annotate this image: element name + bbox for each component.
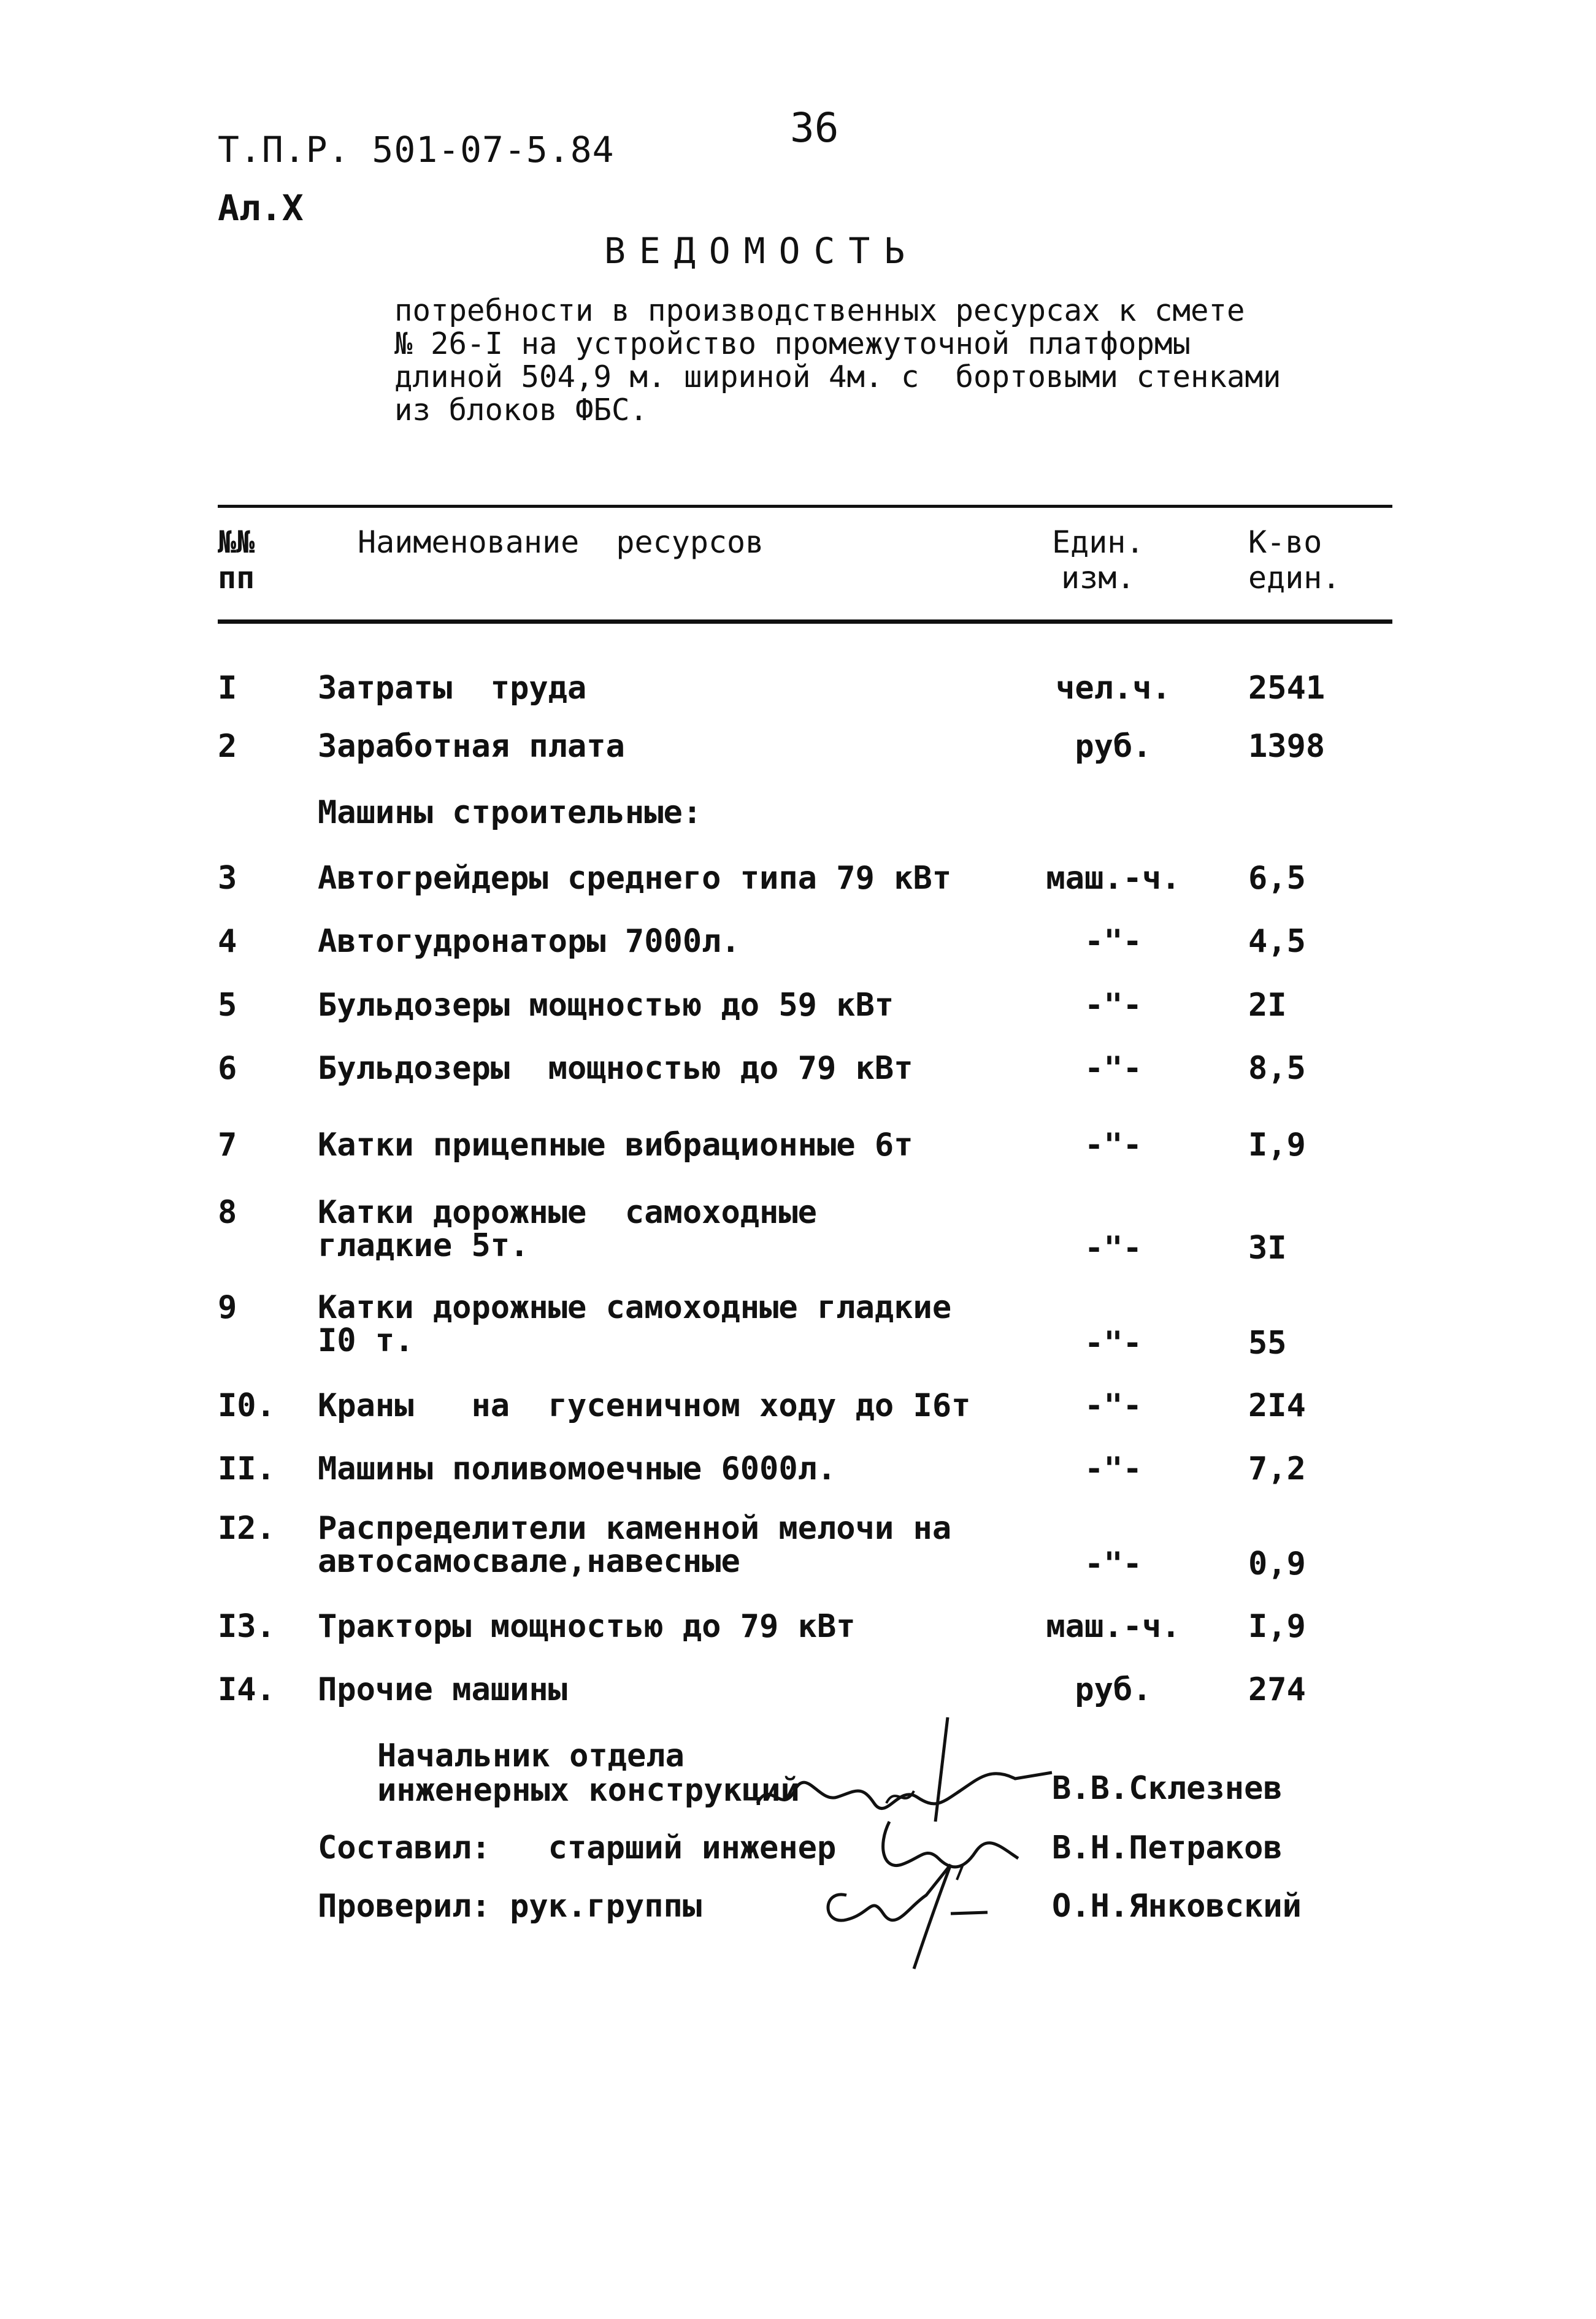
- document-title: ВЕДОМОСТЬ: [604, 230, 919, 272]
- compiled-by-role: Составил: старший инженер: [318, 1830, 837, 1866]
- resource-name: Заработная плата: [318, 728, 625, 765]
- resource-name: Краны на гусеничном ходу до I6т: [318, 1387, 971, 1424]
- table-top-rule: [218, 505, 1392, 508]
- unit: маш.-ч.: [1046, 1608, 1181, 1645]
- header-number: №№ пп: [218, 524, 255, 596]
- row-number: II.: [218, 1451, 275, 1487]
- unit: чел.ч.: [1056, 670, 1171, 707]
- resource-name: Бульдозеры мощностью до 59 кВт: [318, 987, 894, 1024]
- resource-name: Машины поливомоечные 6000л.: [318, 1451, 837, 1487]
- compiled-by-name: В.Н.Петраков: [1052, 1830, 1283, 1866]
- row-number: 7: [218, 1127, 237, 1163]
- document-subtitle: потребности в производственных ресурсах к смете № 26-I на устройство промежуточной платформы длиной 504,9 м. шириной 4м. с бортовыми стенками из блоков ФБС.: [394, 293, 1281, 427]
- row-number: I0.: [218, 1387, 275, 1424]
- quantity: 4,5: [1248, 923, 1306, 960]
- row-number: I2.: [218, 1510, 275, 1547]
- unit: руб.: [1075, 728, 1152, 765]
- head-of-department-name: В.В.Склезнев: [1052, 1770, 1283, 1807]
- quantity: 7,2: [1248, 1451, 1306, 1487]
- unit: -"-: [1084, 1127, 1142, 1163]
- checked-by-role: Проверил: рук.группы: [318, 1888, 702, 1925]
- quantity: 0,9: [1248, 1546, 1306, 1582]
- unit: руб.: [1075, 1671, 1152, 1708]
- document-code: Т.П.Р. 501-07-5.84: [218, 129, 615, 171]
- row-number: 4: [218, 923, 237, 960]
- quantity: 6,5: [1248, 860, 1306, 897]
- quantity: 2541: [1248, 670, 1326, 707]
- quantity: I,9: [1248, 1608, 1306, 1645]
- page-number: 36: [790, 104, 839, 151]
- quantity: 1398: [1248, 728, 1326, 765]
- quantity: 2I4: [1248, 1387, 1306, 1424]
- header-quantity: К-во един.: [1248, 524, 1341, 596]
- resource-name: Автогрейдеры среднего типа 79 кВт: [318, 860, 952, 897]
- table-header-rule: [218, 619, 1392, 624]
- unit: -"-: [1084, 1050, 1142, 1087]
- resource-name: Тракторы мощностью до 79 кВт: [318, 1608, 856, 1645]
- resource-name: Катки дорожные самоходные гладкие 5т.: [318, 1194, 817, 1264]
- section-label: Машины строительные:: [318, 794, 702, 831]
- resource-name: Бульдозеры мощностью до 79 кВт: [318, 1050, 913, 1087]
- unit: маш.-ч.: [1046, 860, 1181, 897]
- head-of-department-role: Начальник отдела инженерных конструкций: [377, 1738, 800, 1809]
- resource-name: Катки прицепные вибрационные 6т: [318, 1127, 913, 1163]
- resource-name: Затраты труда: [318, 670, 587, 707]
- header-name: Наименование ресурсов: [358, 524, 764, 560]
- unit: -"-: [1084, 1387, 1142, 1424]
- row-number: I4.: [218, 1671, 275, 1708]
- row-number: 3: [218, 860, 237, 897]
- resource-name: Распределители каменной мелочи на автосамосвале,навесные: [318, 1510, 952, 1580]
- unit: -"-: [1084, 1230, 1142, 1267]
- checked-by-name: О.Н.Янковский: [1052, 1888, 1302, 1925]
- row-number: 2: [218, 728, 237, 765]
- resource-name: Автогудронаторы 7000л.: [318, 923, 740, 960]
- quantity: 2I: [1248, 987, 1287, 1024]
- quantity: 274: [1248, 1671, 1306, 1708]
- unit: -"-: [1084, 1451, 1142, 1487]
- unit: -"-: [1084, 987, 1142, 1024]
- row-number: 6: [218, 1050, 237, 1087]
- unit: -"-: [1084, 923, 1142, 960]
- unit: -"-: [1084, 1325, 1142, 1362]
- row-number: I: [218, 670, 237, 707]
- sheet-label: Ал.Х: [218, 187, 304, 229]
- checker-signature: [810, 1852, 1018, 1975]
- resource-name: Катки дорожные самоходные гладкие I0 т.: [318, 1289, 952, 1359]
- row-number: 8: [218, 1194, 237, 1231]
- quantity: 55: [1248, 1325, 1287, 1362]
- quantity: I,9: [1248, 1127, 1306, 1163]
- quantity: 8,5: [1248, 1050, 1306, 1087]
- row-number: I3.: [218, 1608, 275, 1645]
- header-unit: Един. изм.: [1052, 524, 1145, 596]
- row-number: 5: [218, 987, 237, 1024]
- quantity: 3I: [1248, 1230, 1287, 1267]
- resource-name: Прочие машины: [318, 1671, 567, 1708]
- row-number: 9: [218, 1289, 237, 1326]
- unit: -"-: [1084, 1546, 1142, 1582]
